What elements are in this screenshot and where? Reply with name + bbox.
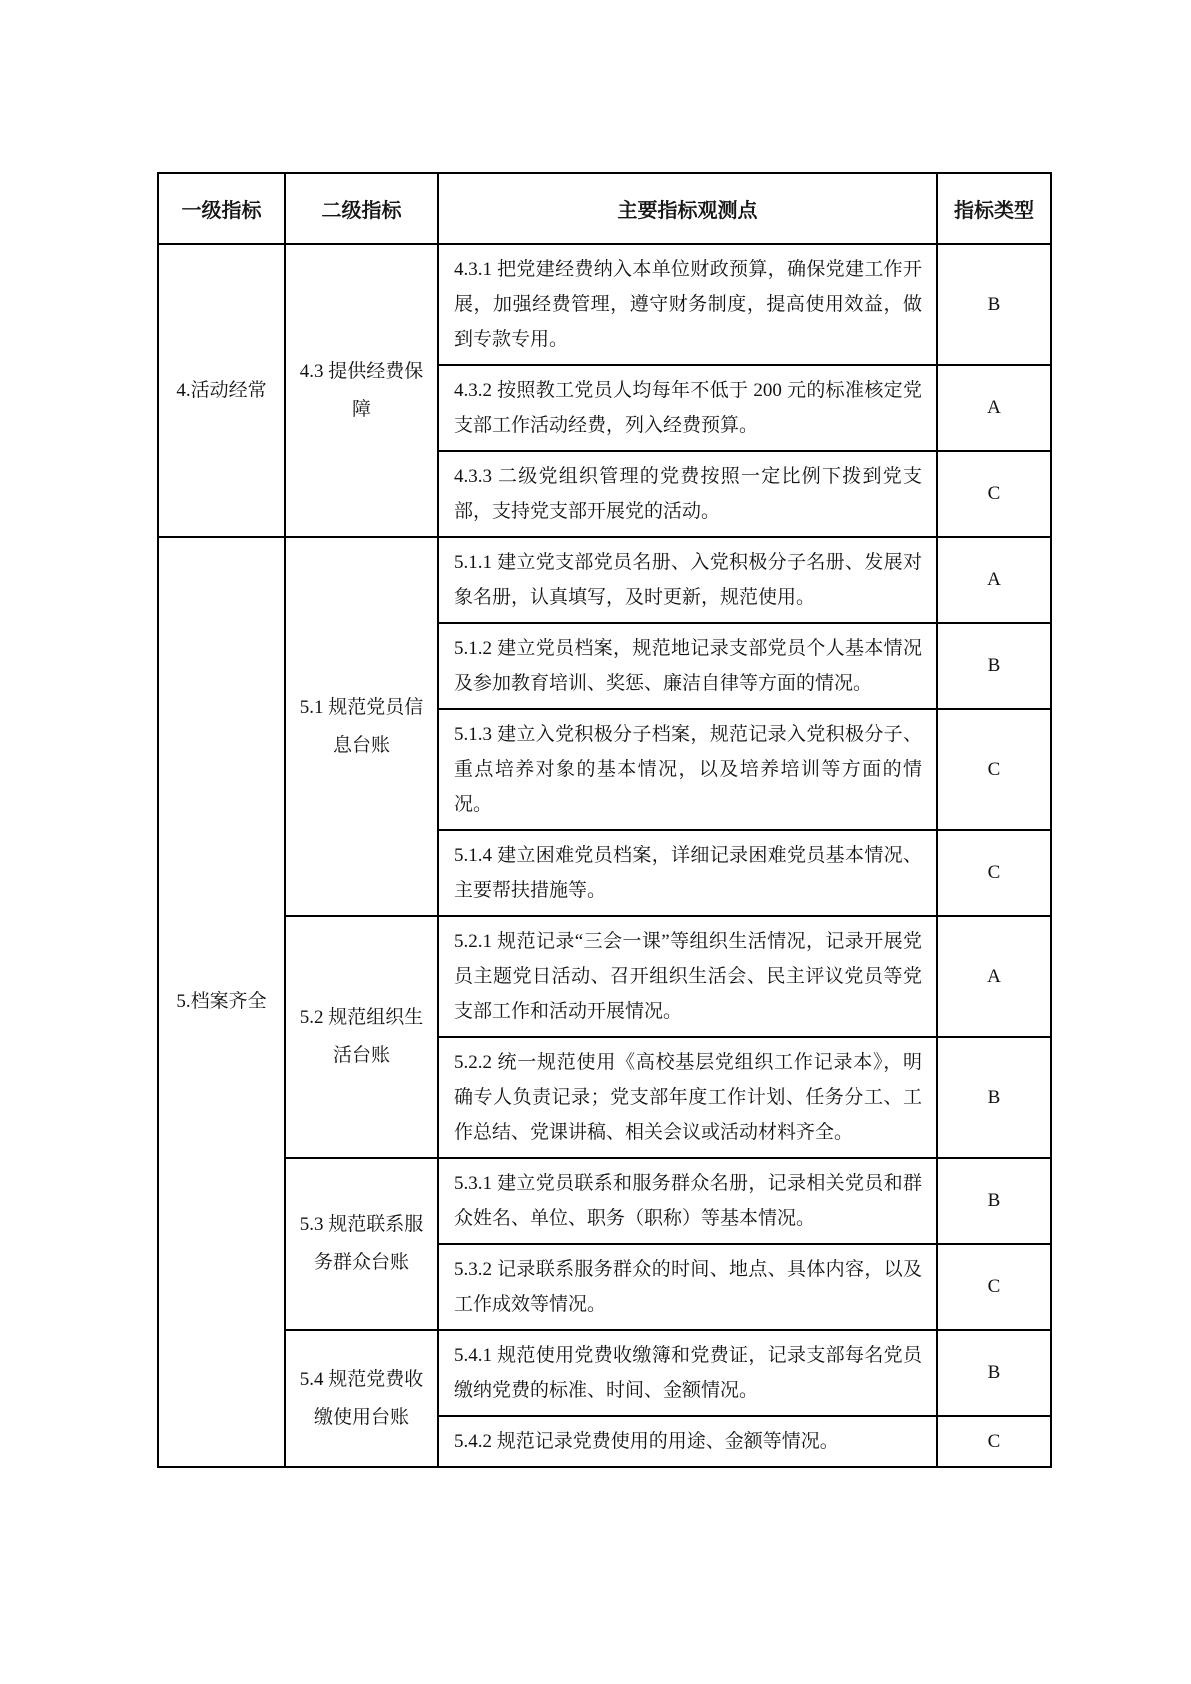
indicator-type-cell: C	[937, 709, 1051, 830]
observation-point-cell: 4.3.2 按照教工党员人均每年不低于 200 元的标准核定党支部工作活动经费，列入经费预算。	[438, 365, 937, 451]
indicator-type-cell: A	[937, 365, 1051, 451]
indicator-type-cell: C	[937, 1416, 1051, 1467]
table-body	[158, 244, 1051, 1467]
col-header-level2: 二级指标	[285, 173, 438, 244]
table-header	[158, 173, 1051, 244]
observation-point-cell: 5.2.2 统一规范使用《高校基层党组织工作记录本》，明确专人负责记录；党支部年度工作计划、任务分工、工作总结、党课讲稿、相关会议或活动材料齐全。	[438, 1037, 937, 1158]
indicator-type-cell: B	[937, 1037, 1051, 1158]
indicator-type-cell: C	[937, 1244, 1051, 1330]
observation-point-cell: 5.1.1 建立党支部党员名册、入党积极分子名册、发展对象名册，认真填写，及时更新，规范使用。	[438, 537, 937, 623]
level1-indicator-cell: 5.档案齐全	[158, 537, 285, 1467]
level2-indicator-cell: 5.1 规范党员信息台账	[285, 537, 438, 916]
observation-point-cell: 5.2.1 规范记录“三会一课”等组织生活情况，记录开展党员主题党日活动、召开组织生活会、民主评议党员等党支部工作和活动开展情况。	[438, 916, 937, 1037]
indicator-type-cell: B	[937, 1158, 1051, 1244]
col-header-type: 指标类型	[937, 173, 1051, 244]
observation-point-cell: 5.1.3 建立入党积极分子档案，规范记录入党积极分子、重点培养对象的基本情况，以及培养培训等方面的情况。	[438, 709, 937, 830]
indicator-type-cell: B	[937, 244, 1051, 365]
level2-indicator-cell: 4.3 提供经费保障	[285, 244, 438, 537]
indicator-type-cell: A	[937, 916, 1051, 1037]
col-header-level1: 一级指标	[158, 173, 285, 244]
indicator-table	[157, 172, 1052, 1468]
table-row	[158, 1158, 1051, 1244]
table-row	[158, 916, 1051, 1037]
observation-point-cell: 5.1.4 建立困难党员档案，详细记录困难党员基本情况、主要帮扶措施等。	[438, 830, 937, 916]
observation-point-cell: 5.3.1 建立党员联系和服务群众名册，记录相关党员和群众姓名、单位、职务（职称）等基本情况。	[438, 1158, 937, 1244]
observation-point-cell: 5.4.2 规范记录党费使用的用途、金额等情况。	[438, 1416, 937, 1467]
observation-point-cell: 5.3.2 记录联系服务群众的时间、地点、具体内容，以及工作成效等情况。	[438, 1244, 937, 1330]
table-row	[158, 537, 1051, 623]
level2-indicator-cell: 5.3 规范联系服务群众台账	[285, 1158, 438, 1330]
indicator-type-cell: C	[937, 451, 1051, 537]
observation-point-cell: 5.4.1 规范使用党费收缴簿和党费证，记录支部每名党员缴纳党费的标准、时间、金额情况。	[438, 1330, 937, 1416]
indicator-type-cell: B	[937, 1330, 1051, 1416]
indicator-type-cell: A	[937, 537, 1051, 623]
observation-point-cell: 5.1.2 建立党员档案，规范地记录支部党员个人基本情况及参加教育培训、奖惩、廉洁自律等方面的情况。	[438, 623, 937, 709]
observation-point-cell: 4.3.3 二级党组织管理的党费按照一定比例下拨到党支部，支持党支部开展党的活动。	[438, 451, 937, 537]
header-row	[158, 173, 1051, 244]
col-header-observation: 主要指标观测点	[438, 173, 937, 244]
level1-indicator-cell: 4.活动经常	[158, 244, 285, 537]
table-row	[158, 1330, 1051, 1416]
level2-indicator-cell: 5.4 规范党费收缴使用台账	[285, 1330, 438, 1467]
observation-point-cell: 4.3.1 把党建经费纳入本单位财政预算，确保党建工作开展，加强经费管理，遵守财务制度，提高使用效益，做到专款专用。	[438, 244, 937, 365]
table-row	[158, 244, 1051, 365]
indicator-type-cell: C	[937, 830, 1051, 916]
indicator-type-cell: B	[937, 623, 1051, 709]
level2-indicator-cell: 5.2 规范组织生活台账	[285, 916, 438, 1158]
